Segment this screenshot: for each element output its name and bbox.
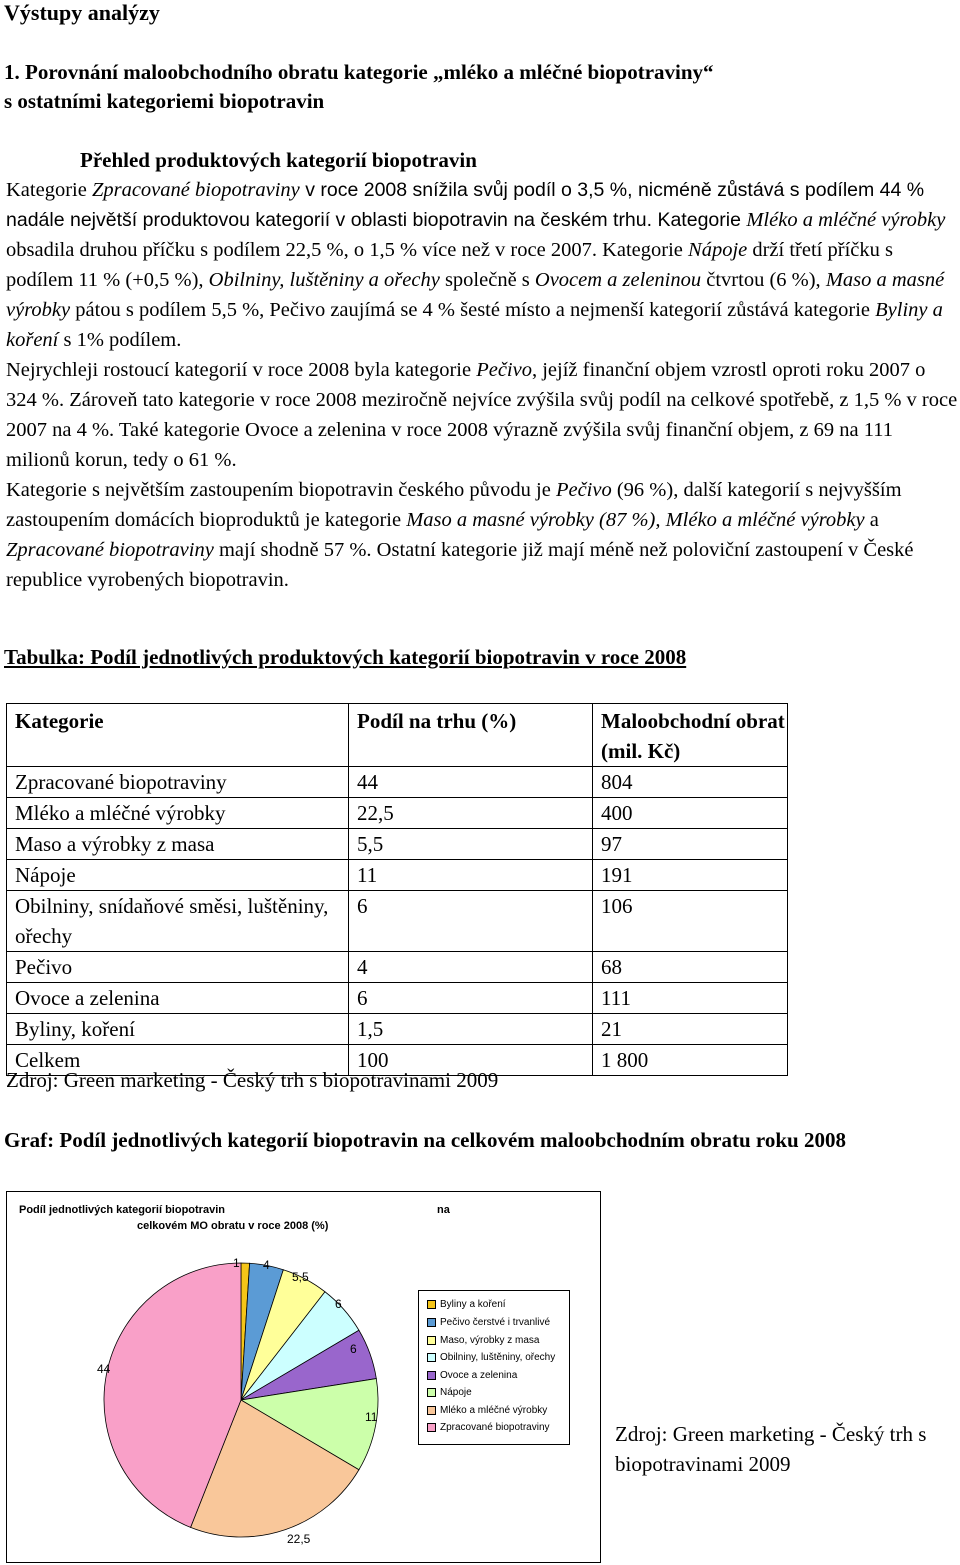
heading-line-1: 1. Porovnání maloobchodního obratu kategorie „mléko a mléčné biopotraviny“ (4, 60, 714, 84)
table-cell: 191 (593, 860, 788, 891)
slice-label: 4 (263, 1258, 270, 1272)
legend-item (427, 1335, 539, 1346)
legend-item (427, 1422, 550, 1433)
legend-swatch (427, 1423, 436, 1432)
table-cell: 21 (593, 1014, 788, 1045)
p1-text-e: obsadila druhou příčku s podílem 22,5 %, o 1,5 % více než v roce 2007. Kategorie (6, 239, 689, 261)
table-cell: 44 (349, 767, 593, 798)
table-cell: Byliny, koření (7, 1014, 349, 1045)
p1-text-c: v roce 2008 snížila svůj podíl o 3,5 %, nicméně zůstává s podílem 44 % nadále největší produktovou kategorií v oblasti biopotravin na českém trhu. Kategorie (6, 179, 925, 231)
p1-italic-f: Nápoje (688, 239, 748, 261)
p1-text-o: s 1% podílem. (58, 329, 182, 351)
heading-line-2: s ostatními kategoriemi biopotravin (4, 89, 325, 113)
table-row (7, 952, 788, 983)
paragraph-1 (6, 175, 958, 355)
p1-text-g: drží třetí příčku s podílem 11 % (+0,5 %), (6, 239, 893, 291)
table-cell: 1,5 (349, 1014, 593, 1045)
slice-label: 44 (97, 1362, 111, 1376)
table-cell: 68 (593, 952, 788, 983)
table-cell: 11 (349, 860, 593, 891)
p2-italic-b: Pečivo (476, 359, 532, 381)
p3-text-g: mají shodně 57 %. Ostatní kategorie již mají méně než poloviční zastoupení v České republice vyrobených biopotravin. (6, 539, 914, 591)
pie-chart-box (6, 1191, 601, 1563)
table-row (7, 1014, 788, 1045)
table-row (7, 798, 788, 829)
table-header-cell: Podíl na trhu (%) (349, 704, 593, 767)
table-cell: Mléko a mléčné výrobky (7, 798, 349, 829)
p3-text-c: (96 %), další kategorií s nejvyšším zastoupením domácích bioproduktů je kategorie (6, 479, 902, 531)
chart-title-part-2: celkovém MO obratu v roce 2008 (%) (137, 1220, 329, 1232)
legend-label: Byliny a koření (440, 1299, 506, 1310)
table-cell: 4 (349, 952, 593, 983)
chart-legend (418, 1290, 570, 1445)
chart-source: Zdroj: Green marketing - Český trh s biopotravinami 2009 (615, 1422, 927, 1476)
legend-swatch (427, 1353, 436, 1362)
legend-label: Obilniny, luštěniny, ořechy (440, 1352, 556, 1363)
p3-text-a: Kategorie s největším zastoupením biopotravin českého původu je (6, 479, 556, 501)
legend-item (427, 1352, 555, 1363)
table-cell: 1 800 (593, 1045, 788, 1076)
table-cell: Celkem (7, 1045, 349, 1076)
p1-italic-d: Mléko a mléčné výrobky (746, 209, 946, 231)
slice-label: 22,5 (287, 1532, 311, 1546)
table-cell: Maso a výrobky z masa (7, 829, 349, 860)
legend-item (427, 1299, 506, 1310)
paragraph-3 (6, 475, 958, 595)
legend-label: Pečivo čerstvé i trvanlivé (440, 1317, 551, 1328)
p3-italic-f: Zpracované biopotraviny (6, 539, 214, 561)
table-cell: 400 (593, 798, 788, 829)
table-cell: 804 (593, 767, 788, 798)
p1-text-m: pátou s podílem 5,5 %, Pečivo zaujímá se 4 % šesté místo a nejmenší kategorií zůstává kategorie (70, 299, 876, 321)
table-row (7, 829, 788, 860)
table-cell: Ovoce a zelenina (7, 983, 349, 1014)
table-header-cell: Kategorie (7, 704, 349, 767)
legend-item (427, 1405, 547, 1416)
chart-title-part-3: na (437, 1204, 450, 1216)
table-source: Zdroj: Green marketing - Český trh s biopotravinami 2009 (6, 1068, 499, 1092)
p1-italic-j: Ovocem a zeleninou (534, 269, 702, 291)
p3-text-e: a (864, 509, 879, 531)
table-row (7, 860, 788, 891)
table-row (7, 767, 788, 798)
legend-swatch (427, 1318, 436, 1327)
legend-label: Zpracované biopotraviny (440, 1422, 550, 1433)
table-cell: 6 (349, 891, 593, 952)
table-cell: Zpracované biopotraviny (7, 767, 349, 798)
slice-label: 6 (335, 1297, 342, 1311)
subheading: Přehled produktových kategorií biopotravin (80, 148, 477, 172)
p3-italic-b: Pečivo (555, 479, 612, 501)
table-cell: 111 (593, 983, 788, 1014)
p1-text-a: Kategorie (6, 179, 92, 201)
p1-italic-l: Maso a masné výrobky (6, 269, 945, 321)
table-cell: 22,5 (349, 798, 593, 829)
table-row (7, 983, 788, 1014)
slice-label: 1 (233, 1256, 240, 1270)
legend-label: Maso, výrobky z masa (440, 1335, 540, 1346)
p1-italic-h: Obilniny, luštěniny a ořechy (208, 269, 440, 291)
p3-italic-d: Maso a masné výrobky (87 %), Mléko a mléčné výrobky (406, 509, 865, 531)
p1-italic-n: Byliny a koření (6, 299, 943, 351)
table-cell: 5,5 (349, 829, 593, 860)
legend-swatch (427, 1371, 436, 1380)
legend-label: Ovoce a zelenina (440, 1370, 518, 1381)
legend-label: Nápoje (440, 1387, 472, 1398)
table-header-cell: Maloobchodní obrat (mil. Kč) (593, 704, 788, 767)
slice-label: 6 (350, 1342, 357, 1356)
legend-label: Mléko a mléčné výrobky (440, 1405, 548, 1416)
p2-text-a: Nejrychleji rostoucí kategorií v roce 2008 byla kategorie (6, 359, 477, 381)
table-row (7, 891, 788, 952)
section-title: Výstupy analýzy (4, 0, 160, 25)
legend-swatch (427, 1388, 436, 1397)
slice-label: 11 (365, 1410, 378, 1424)
body-text (6, 175, 958, 595)
table-cell: Pečivo (7, 952, 349, 983)
p1-text-i: společně s (439, 269, 535, 291)
table-cell: 100 (349, 1045, 593, 1076)
table-title: Tabulka: Podíl jednotlivých produktových kategorií biopotravin v roce 2008 (4, 645, 687, 669)
graph-title: Graf: Podíl jednotlivých kategorií biopotravin na celkovém maloobchodním obratu roku 2008 (4, 1128, 846, 1152)
table-cell: 6 (349, 983, 593, 1014)
legend-swatch (427, 1336, 436, 1345)
chart-title-part-1: Podíl jednotlivých kategorií biopotravin (19, 1204, 225, 1216)
legend-item (427, 1387, 472, 1398)
table-cell: Obilniny, snídaňové směsi, luštěniny, ořechy (7, 891, 349, 952)
p2-text-c: , jejíž finanční objem vzrostl oproti roku 2007 o 324 %. Zároveň tato kategorie v roce 2008 meziročně nejvíce zvýšila svůj podíl na celkové spotřebě, z 1,5 % v roce 2007 na 4 %. Také kategorie Ovoce a zelenina v roce 2008 výrazně zvýšila svůj finanční objem, z 69 na 111 milionů korun, tedy o 61 %. (6, 359, 958, 471)
slice-label: 5,5 (292, 1270, 309, 1284)
table-cell: 106 (593, 891, 788, 952)
p1-text-k: čtvrtou (6 %), (701, 269, 826, 291)
table-header-row (7, 704, 788, 767)
legend-swatch (427, 1406, 436, 1415)
legend-item (427, 1370, 517, 1381)
legend-swatch (427, 1300, 436, 1309)
table-cell: 97 (593, 829, 788, 860)
legend-item (427, 1317, 550, 1328)
heading (4, 58, 904, 116)
paragraph-2 (6, 355, 958, 475)
table-cell: Nápoje (7, 860, 349, 891)
category-table (6, 703, 788, 1076)
p1-italic-b: Zpracované biopotraviny (91, 179, 300, 201)
